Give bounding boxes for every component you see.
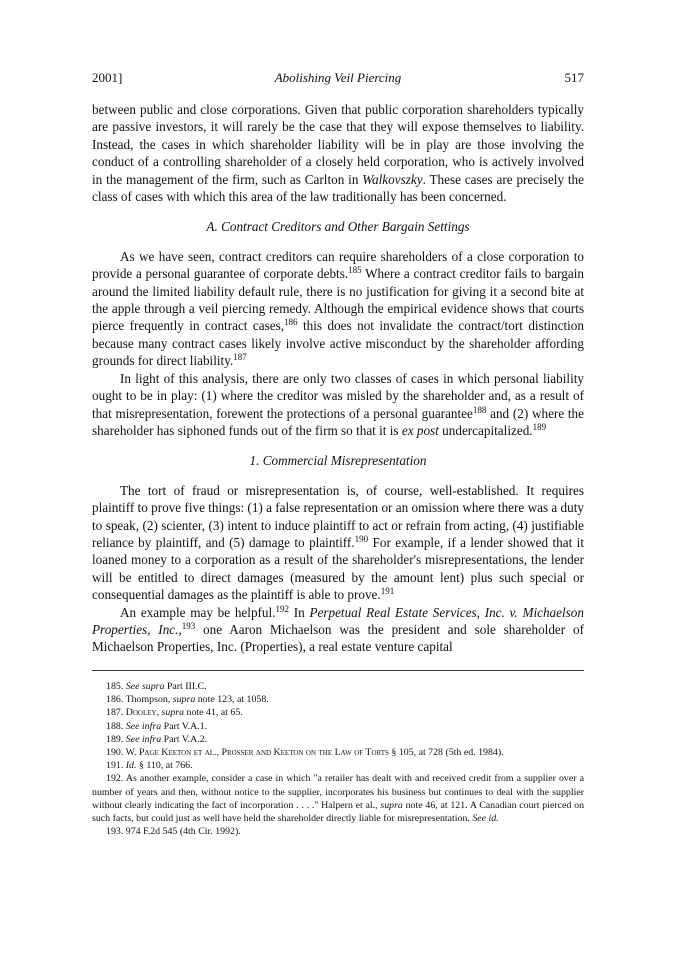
footnote-number: 187. <box>106 707 124 719</box>
footnote-ref: 188 <box>472 404 487 415</box>
paragraph-4 <box>92 482 584 604</box>
footnote-number: 193. <box>106 826 124 838</box>
footnote-text: § 110, at 766. <box>136 760 193 772</box>
footnote-text: , <box>216 747 222 759</box>
section-heading-a: A. Contract Creditors and Other Bargain Settings <box>206 219 470 235</box>
paragraph-2 <box>92 248 584 370</box>
footnote-ref: 192 <box>275 603 289 614</box>
body-text <box>92 101 584 656</box>
signal: Id. <box>125 760 137 772</box>
signal: supra <box>161 707 185 719</box>
text-run: one Aaron Michaelson was the president and sole shareholder of Michaelson Properties, Inc. (Properties), a real estate venture capital <box>92 621 584 655</box>
footnote-number: 186. <box>106 694 124 706</box>
text-run: An example may be helpful. <box>120 604 276 620</box>
footnote-text: Part III.C. <box>164 681 207 692</box>
footnote-number: 191. <box>106 760 124 772</box>
volume-year: 2001] <box>92 70 123 85</box>
case-name: Perpetual Real Estate Services, Inc. v. Michaelson Properties, Inc. <box>92 604 584 637</box>
running-title: Abolishing Veil Piercing <box>274 70 402 85</box>
footnote-text: Part V.A.1. <box>161 720 208 732</box>
footnote-number: 189. <box>106 733 124 745</box>
footnote-ref: 189 <box>532 421 547 432</box>
signal: See infra <box>125 733 162 745</box>
signal: See infra <box>125 720 162 732</box>
text-run: For example, if a lender showed that it loaned money to a corporation as a result of the shareholder's misrepresentations, the lender will be entitled to direct damages (measured by the amount lent) plus such special or consequential damages as the plaintiff is able to prove. <box>92 534 584 603</box>
footnote-188 <box>92 720 584 733</box>
footnote-number: 185. <box>106 681 124 692</box>
signal: See supra <box>125 681 165 692</box>
footnote-191 <box>92 759 584 772</box>
footnote-ref: 193 <box>181 620 196 631</box>
footnote-text: Thompson, <box>125 694 173 706</box>
footnote-187 <box>92 706 584 719</box>
footnote-divider <box>92 670 584 671</box>
footnote-text: 974 F.2d 545 (4th Cir. 1992). <box>125 826 241 838</box>
footnote-ref: 185 <box>348 265 362 276</box>
footnote-text: § 105, at 728 (5th ed. 1984). <box>388 747 504 759</box>
text-run: undercapitalized. <box>438 422 533 438</box>
footnote-number: 192. <box>106 773 124 785</box>
signal: supra <box>380 799 403 811</box>
text-run: In light of this analysis, there are only two classes of cases in which personal liability ought to be in play: (1) where the creditor was misled by the shareholder and, as a result of that misrepresentation, forewent the protections of a personal guarantee <box>92 370 584 421</box>
paragraph-1 <box>92 101 584 205</box>
footnote-ref: 186 <box>284 317 298 328</box>
paragraph-3 <box>92 370 584 440</box>
footnote-189 <box>92 733 584 746</box>
running-head <box>92 70 584 88</box>
footnote-text: note 41, at 65. <box>184 707 243 719</box>
footnote-text: W. <box>125 747 139 759</box>
footnotes <box>92 680 584 838</box>
footnote-text: note 46, at 121. A Canadian court pierced on such facts, but could just as well have held the shareholder directly liable for misrepresentation. <box>92 799 585 825</box>
text-run: As we have seen, contract creditors can require shareholders of a close corporation to provide a personal guarantee of corporate debts. <box>92 248 584 282</box>
text-run: In <box>289 604 310 620</box>
footnote-190 <box>92 746 584 759</box>
footnote-text: Part V.A.2. <box>161 733 208 745</box>
text-run: , <box>178 621 182 637</box>
footnote-ref: 187 <box>233 352 247 363</box>
text-run: this does not invalidate the contract/tort distinction because many contract cases likely involve active misconduct by the shareholder affording grounds for direct liability. <box>92 318 584 369</box>
paragraph-5 <box>92 604 584 656</box>
footnote-text: As another example, consider a case in which "a retailer has dealt with and received credit from a supplier over a number of years and then, without notice to the supplier, incorporates his business but continues to deal with the supplier without clearly indicating the fact of incorporation . . . ." Halpern et al., <box>92 773 584 811</box>
footnote-186 <box>92 693 584 706</box>
signal: supra <box>172 694 196 706</box>
page-number: 517 <box>564 70 584 85</box>
text-run: between public and close corporations. Given that public corporation shareholders typically are passive investors, it will rarely be the case that they will expose themselves to liability. Instead, the cases in which shareholder liability will be in play are those involving the conduct of a controlling shareholder of a closely held corporation, who is actively involved in the management of the firm, such as Carlton in <box>92 102 584 187</box>
case-name: Walkovszky <box>362 171 423 187</box>
text-run: . These cases are precisely the class of cases with which this area of the law traditionally has been concerned. <box>92 171 585 205</box>
book-title: Prosser and Keeton on the Law of Torts <box>221 747 389 759</box>
footnote-ref: 191 <box>380 586 395 597</box>
footnote-text: , <box>156 707 162 719</box>
author-name: Page Keeton et al. <box>138 747 217 759</box>
footnote-ref: 190 <box>354 533 369 544</box>
signal: See id. <box>472 813 499 825</box>
text-run: The tort of fraud or misrepresentation is, of course, well-established. It requires plaintiff to prove five things: (1) a false representation or an omission where there was a duty to speak, (2) scienter, (3) intent to induce plaintiff to act or refrain from acting, (4) justifiable reliance by plaintiff, and (5) damage to plaintiff. <box>92 482 584 550</box>
italic-phrase: ex post <box>401 422 439 438</box>
section-heading-1: 1. Commercial Misrepresentation <box>249 453 427 469</box>
footnote-193 <box>92 825 584 838</box>
footnote-number: 188. <box>106 720 124 732</box>
footnote-text: note 123, at 1058. <box>195 694 269 706</box>
footnote-192 <box>92 772 584 825</box>
text-run: and (2) where the shareholder has siphoned funds out of the firm so that it is <box>92 405 584 438</box>
text-run: Where a contract creditor fails to bargain around the limited liability default rule, there is no justification for giving it a second bite at the apple through a veil piercing remedy. Although the empirical evidence shows that courts pierce frequently in contract cases, <box>92 266 584 334</box>
footnote-185 <box>92 680 584 693</box>
author-name: Dooley <box>125 707 157 719</box>
footnote-number: 190. <box>106 747 124 759</box>
